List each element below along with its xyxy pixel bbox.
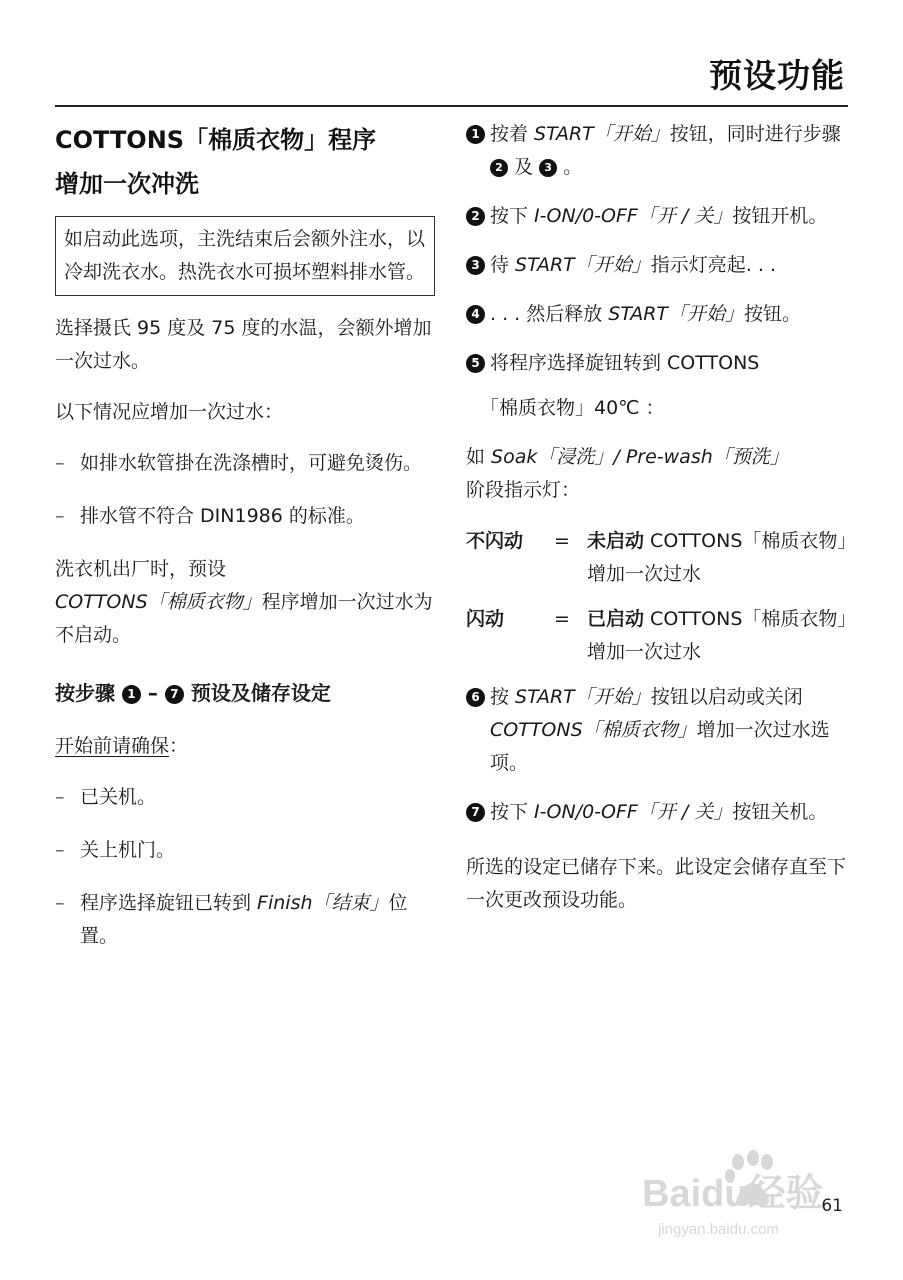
step-7-badge: 7 (165, 685, 184, 704)
step-2-ref-badge: 2 (490, 159, 508, 177)
dash-marker: – (55, 452, 65, 474)
state-description: 未启动 COTTONS「棉质衣物」增加一次过水 (587, 530, 847, 585)
step-2: 2 按下 I-ON/0-OFF「开 / 关」按钮开机。 (466, 200, 851, 233)
left-column (55, 118, 435, 973)
checklist-text: 关上机门。 (80, 839, 176, 861)
factory-setting-paragraph: 洗衣机出厂时，预设 COTTONS「棉质衣物」程序增加一次过水为不启动。 (55, 558, 433, 646)
step-number-badge: 4 (466, 305, 485, 324)
step-number-badge: 1 (466, 125, 485, 144)
step-1-badge: 1 (122, 685, 141, 704)
step-7: 7 按下 I-ON/0-OFF「开 / 关」按钮关机。 (466, 796, 851, 829)
dash-marker: – (55, 839, 65, 861)
state-label: 不闪动 (466, 530, 524, 552)
step-1: 1 按着 START「开始」按钮，同时进行步骤 2 及 3 。 (466, 118, 851, 184)
dash-marker: – (55, 786, 65, 808)
checklist-item (55, 834, 435, 867)
steps-heading: 按步骤 1 – 7 预设及储存设定 (55, 681, 331, 705)
step-4: 4 . . . 然后释放 START「开始」按钮。 (466, 298, 851, 331)
header-rule (55, 105, 848, 107)
case-item (55, 447, 435, 480)
before-start-label: 开始前请确保： (55, 735, 189, 757)
watermark-brand: Baidu经验 (642, 1173, 824, 1215)
dash-marker: – (55, 505, 65, 527)
watermark-url: jingyan.baidu.com (658, 1221, 779, 1238)
state-row-not-flashing: 不闪动 = 未启动 COTTONS「棉质衣物」增加一次过水 (466, 525, 851, 591)
checklist-item (55, 887, 435, 953)
step-6: 6 按 START「开始」按钮以启动或关闭 COTTONS「棉质衣物」增加一次过水选项。 (466, 681, 851, 780)
section-title-line2: 增加一次冲洗 (55, 170, 199, 198)
cases-intro: 以下情况应增加一次过水： (55, 401, 284, 423)
state-label: 闪动 (466, 608, 505, 630)
temperature-paragraph: 选择摄氏 95 度及 75 度的水温，会额外增加一次过水。 (55, 317, 432, 372)
state-row-flashing: 闪动 = 已启动 COTTONS「棉质衣物」增加一次过水 (466, 603, 851, 669)
state-description: 已启动 COTTONS「棉质衣物」增加一次过水 (587, 608, 847, 663)
step-number-badge: 6 (466, 688, 485, 707)
case-text: 排水管不符合 DIN1986 的标准。 (80, 505, 365, 527)
case-item (55, 500, 435, 533)
step-number-badge: 3 (466, 256, 485, 275)
phase-indicator-paragraph: 如 Soak「浸洗」/ Pre-wash「预洗」 阶段指示灯： (466, 446, 789, 501)
step-number-badge: 5 (466, 354, 485, 373)
section-title-line1: COTTONS「棉质衣物」程序 (55, 126, 377, 154)
step-3: 3 待 START「开始」指示灯亮起. . . (466, 249, 851, 282)
case-text: 如排水软管掛在洗涤槽时，可避免烫伤。 (80, 452, 423, 474)
dash-marker: – (55, 892, 65, 914)
step-5: 5 将程序选择旋钮转到 COTTONS 「棉质衣物」40℃ ： (466, 347, 851, 425)
step-3-ref-badge: 3 (539, 159, 557, 177)
section-title (55, 118, 435, 206)
closing-paragraph: 所选的设定已储存下来。此设定会储存直至下一次更改预设功能。 (466, 856, 847, 911)
right-column (466, 118, 851, 935)
checklist-text: 已关机。 (80, 786, 157, 808)
page-header-title: 预设功能 (709, 56, 845, 95)
checklist-text: 程序选择旋钮已转到 Finish「结束」位置。 (80, 892, 408, 947)
notice-box: 如启动此选项，主洗结束后会额外注水，以冷却洗衣水。热洗衣水可损坏塑料排水管。 (55, 216, 435, 296)
step-number-badge: 7 (466, 803, 485, 822)
checklist-item (55, 781, 435, 814)
step-number-badge: 2 (466, 207, 485, 226)
page-number: 61 (821, 1196, 843, 1216)
